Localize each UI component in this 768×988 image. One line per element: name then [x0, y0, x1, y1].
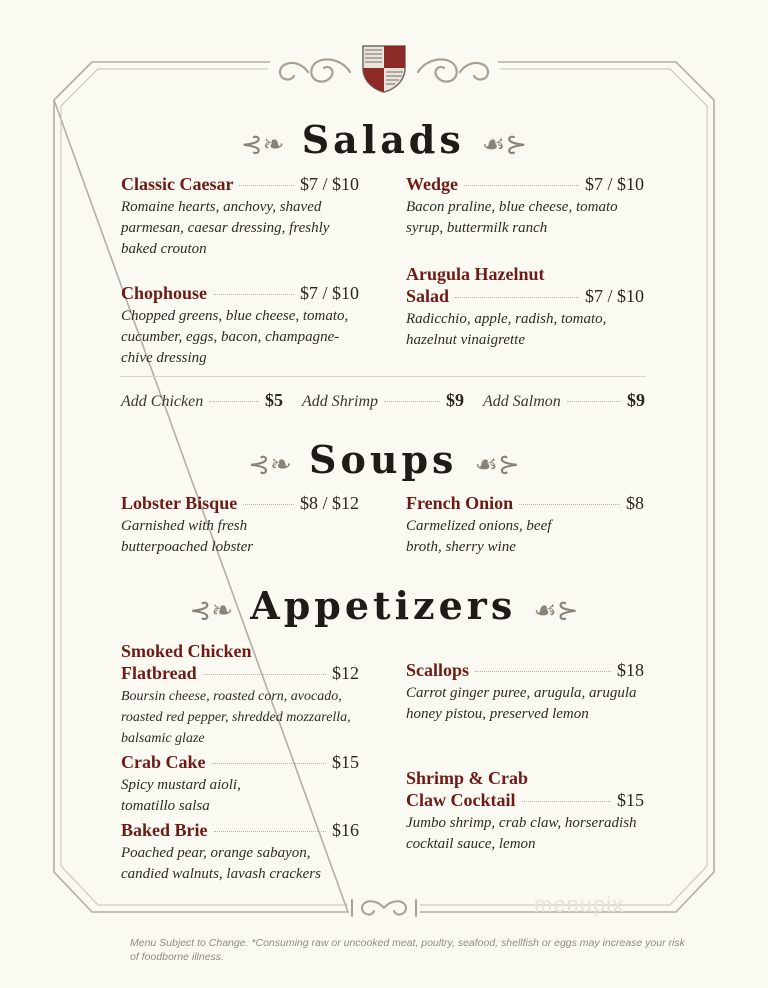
item-price: $15 — [332, 752, 359, 772]
leader-dots — [243, 504, 294, 505]
item-name: Lobster Bisque — [121, 493, 238, 513]
leader-dots — [213, 294, 294, 295]
crest-shield-icon — [361, 44, 407, 94]
menu-item-shrimp-crab-claw-cocktail — [406, 766, 644, 855]
item-name-line1: Arugula Hazelnut — [406, 264, 545, 284]
footer-disclaimer: Menu Subject to Change. *Consuming raw or uncooked meat, poultry, seafood, shellfish or eggs may increase your risk of foodborne illness. — [130, 937, 685, 963]
item-price: $8 / $12 — [299, 493, 359, 513]
menu-item-smoked-chicken-flatbread — [121, 639, 359, 749]
menu-item-baked-brie — [121, 820, 359, 885]
soups-heading — [0, 436, 768, 489]
addon-label: Add Salmon — [483, 393, 561, 410]
menu-item-scallops — [406, 660, 644, 725]
item-price: $12 — [332, 663, 359, 683]
leader-dots — [567, 401, 621, 402]
menu-item-lobster-bisque — [121, 493, 359, 558]
ornament-right-icon: ☙⊱ — [474, 450, 520, 480]
addon-label: Add Chicken — [121, 393, 204, 410]
ornament-left-icon: ⊰❧ — [240, 130, 285, 160]
item-description: Spicy mustard aioli, tomatillo salsa — [121, 777, 241, 814]
menu-item-classic-caesar — [121, 174, 359, 260]
item-name-line1: Smoked Chicken — [121, 641, 252, 661]
item-price: $18 — [617, 660, 644, 680]
leader-dots — [455, 297, 579, 298]
ornament-left-icon: ⊰❧ — [248, 450, 292, 480]
item-name: Chophouse — [121, 283, 208, 303]
item-description: Carmelized onions, beef broth, sherry wine — [406, 518, 552, 555]
addon-price: $9 — [627, 390, 645, 410]
item-name: Classic Caesar — [121, 174, 234, 194]
item-price: $15 — [617, 790, 644, 810]
item-description: Garnished with fresh butterpoached lobster — [121, 518, 254, 555]
item-price: $16 — [332, 820, 359, 840]
section-divider — [120, 376, 646, 377]
leader-dots — [519, 504, 620, 505]
menu-item-crab-cake — [121, 752, 359, 817]
item-name-line2: Claw Cocktail — [406, 790, 516, 810]
item-name-line2: Flatbread — [121, 663, 197, 683]
leader-dots — [212, 763, 327, 764]
item-description: Jumbo shrimp, crab claw, horseradish cocktail sauce, lemon — [406, 815, 637, 852]
item-price: $7 / $10 — [584, 286, 644, 306]
leader-dots — [522, 801, 612, 802]
addon-shrimp — [302, 390, 464, 411]
addon-salmon — [483, 390, 645, 411]
item-name-line2: Salad — [406, 286, 450, 306]
leader-dots — [209, 401, 259, 402]
item-description: Chopped greens, blue cheese, tomato, cucumber, eggs, bacon, champagne-chive dressing — [121, 308, 349, 366]
item-description: Poached pear, orange sabayon, candied walnuts, lavash crackers — [121, 845, 321, 882]
ornament-left-icon: ⊰❧ — [189, 596, 234, 626]
item-price: $7 / $10 — [584, 174, 644, 194]
leader-dots — [475, 671, 611, 672]
item-name: French Onion — [406, 493, 514, 513]
soups-title: Soups — [309, 437, 458, 482]
menu-item-chophouse — [121, 283, 359, 369]
appetizers-title: Appetizers — [250, 583, 517, 628]
leader-dots — [239, 185, 294, 186]
menu-item-arugula-hazelnut-salad — [406, 262, 644, 351]
salads-heading — [0, 116, 768, 169]
item-description: Boursin cheese, roasted corn, avocado, roasted red pepper, shredded mozzarella, balsamic glaze — [121, 689, 351, 746]
item-description: Carrot ginger puree, arugula, arugula honey pistou, preserved lemon — [406, 685, 637, 722]
item-price: $8 — [626, 493, 644, 513]
leader-dots — [214, 831, 326, 832]
ornament-right-icon: ☙⊱ — [533, 596, 579, 626]
addon-price: $5 — [265, 390, 283, 410]
item-description: Radicchio, apple, radish, tomato, hazelnut vinaigrette — [406, 311, 607, 348]
leader-dots — [203, 674, 326, 675]
item-description: Bacon praline, blue cheese, tomato syrup, buttermilk ranch — [406, 199, 618, 236]
ornament-right-icon: ☙⊱ — [482, 130, 528, 160]
leader-dots — [384, 401, 440, 402]
menu-item-wedge — [406, 174, 644, 239]
appetizers-heading — [0, 582, 768, 635]
item-name: Crab Cake — [121, 752, 206, 772]
addon-label: Add Shrimp — [302, 393, 378, 410]
item-price: $7 / $10 — [299, 283, 359, 303]
item-description: Romaine hearts, anchovy, shaved parmesan, caesar dressing, freshly baked crouton — [121, 199, 330, 257]
menu-item-french-onion — [406, 493, 644, 558]
watermark: menupix — [534, 892, 625, 917]
item-name-line1: Shrimp & Crab — [406, 768, 529, 788]
item-name: Wedge — [406, 174, 458, 194]
leader-dots — [464, 185, 579, 186]
salads-title: Salads — [301, 117, 465, 162]
item-name: Scallops — [406, 660, 470, 680]
item-price: $7 / $10 — [299, 174, 359, 194]
item-name: Baked Brie — [121, 820, 208, 840]
addon-price: $9 — [446, 390, 464, 410]
addon-chicken — [121, 390, 283, 411]
